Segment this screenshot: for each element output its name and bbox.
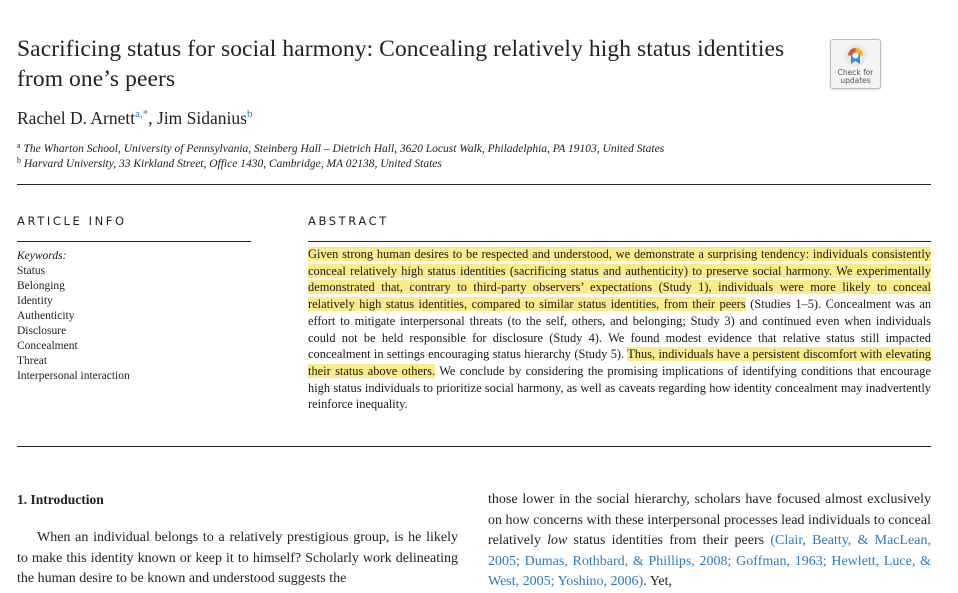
keyword-item: Identity: [17, 295, 53, 307]
affiliation-text: The Wharton School, University of Pennsylvania, Steinberg Hall – Dietrich Hall, 3620 Locust Walk, Philadelphia, PA 19103, United States: [23, 143, 665, 155]
abstract-bottom-divider: [17, 446, 931, 447]
intro-text: those lower in the social hierarchy, scholars have focused almost exclusively on how concerns with these interpersonal processes lead individuals to conceal relatively: [488, 492, 931, 548]
author-name: Rachel D. Arnett: [17, 108, 136, 128]
crossmark-icon: [843, 43, 868, 68]
header-divider: [17, 184, 931, 185]
abstract-divider: [308, 241, 931, 242]
keyword-list: [17, 264, 130, 384]
check-for-updates-badge[interactable]: [830, 39, 881, 89]
paper-title: Sacrificing status for social harmony: Concealing relatively high status identities from one’s peers: [17, 36, 785, 92]
keyword-item: Concealment: [17, 340, 78, 352]
keyword-item: Status: [17, 265, 46, 277]
keywords-label: Keywords:: [17, 250, 67, 262]
keyword-item: Authenticity: [17, 310, 75, 322]
abstract-highlight[interactable]: Given strong human desires to be respected and understood, we demonstrate a surprising tendency: individuals consistently conceal relatively high status identities (sacrificing status and authenticity) to preserve social harmony. We experimentally demonstrated that, contrary to third-party observers’ expectations (Study 1), individuals were more likely to conceal relatively high status identities, compared to similar status identities, from their peers: [308, 247, 931, 312]
author-name: Jim Sidanius: [156, 108, 247, 128]
affiliation-text: Harvard University, 33 Kirkland Street, Office 1430, Cambridge, MA 02138, United States: [23, 158, 442, 170]
affiliation-b: [17, 156, 442, 170]
keyword-item: Threat: [17, 355, 48, 367]
abstract-body: [308, 246, 931, 413]
keyword-item: Disclosure: [17, 325, 67, 337]
abstract-text: (Studies 1–5). Concealment was an effort to mitigate interpersonal threats (to the self, others, and belonging; Study 3) and continued even when individuals could not be held responsible for disclosure (Study 4). We found modest evidence that relative status still impacted concealment in settings encouraging status hierarchy (Study 5).: [308, 297, 932, 362]
intro-right-column: [488, 490, 931, 593]
article-info-heading: ARTICLE INFO: [17, 214, 127, 228]
article-info-divider: [17, 241, 251, 242]
abstract-text: We conclude by considering the promising implications of identifying conditions that encourage high status individuals to prioritize social harmony, as well as caveats regarding how identity concealment may inadvertently reinforce inequality.: [308, 363, 931, 412]
intro-text: status identities from their peers: [567, 533, 771, 548]
intro-text: . Yet,: [643, 574, 673, 589]
intro-left-column: When an individual belongs to a relatively prestigious group, is he likely to make this identity known or keep it to himself? Scholarly work delineating the human desire to be known and understood suggests the: [17, 530, 458, 586]
badge-line-1: Check for: [837, 68, 874, 77]
intro-emphasis: low: [547, 533, 568, 548]
keyword-item: Belonging: [17, 280, 65, 292]
abstract-heading: ABSTRACT: [308, 214, 389, 228]
affiliation-mark: b: [17, 156, 21, 165]
introduction-heading: 1. Introduction: [17, 492, 104, 507]
citation-link[interactable]: (Clair, Beatty, & MacLean, 2005; Dumas, Rothbard, & Phillips, 2008; Goffman, 1963; Hewlett, Luce, & West, 2005; Yoshino, 2006): [488, 533, 931, 589]
author-affil-link[interactable]: a,*: [135, 108, 149, 120]
author-affil-link[interactable]: b: [246, 108, 253, 120]
keyword-item: Interpersonal interaction: [17, 370, 130, 382]
author-list: Rachel D. Arnett$^{a,*}$, Jim Sidanius$^b$: [17, 108, 253, 128]
abstract-highlight[interactable]: Thus, individuals have a persistent discomfort with elevating their status above others.: [308, 347, 931, 378]
affiliation-a: [17, 141, 664, 155]
badge-line-2: updates: [840, 76, 871, 85]
affiliation-mark: a: [17, 141, 21, 150]
